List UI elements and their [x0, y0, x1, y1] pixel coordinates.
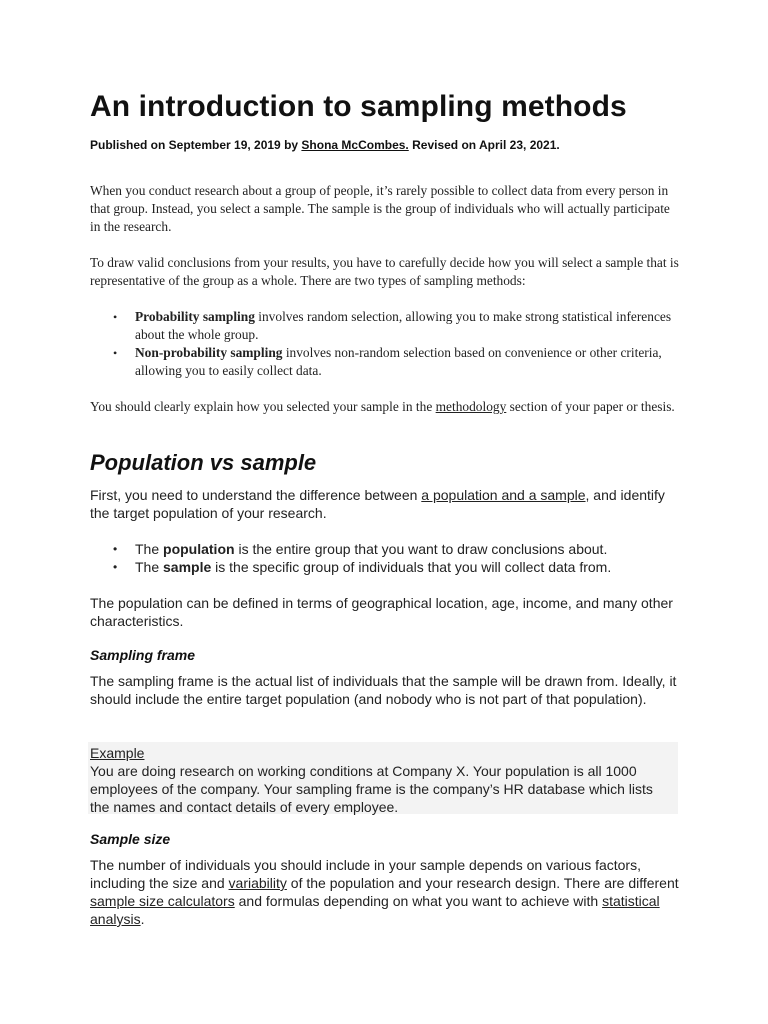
statistical-analysis-link[interactable]: statistical analysis: [90, 893, 660, 927]
sample-size-calculators-link[interactable]: sample size calculators: [90, 893, 235, 909]
sample-size-text-4: .: [140, 911, 145, 927]
list-item: [90, 540, 680, 558]
sampling-frame-paragraph: The sampling frame is the actual list of individuals that the sample will be drawn from. Ideally, it should include the entire target population (and nobody who is not part of that population).: [90, 673, 677, 707]
sampling-methods-list: [90, 308, 680, 380]
sample-term: sample: [163, 559, 212, 575]
list-item: [90, 558, 680, 576]
bullet-icon: •: [113, 346, 118, 360]
bullet-text-before: The: [135, 559, 164, 575]
example-text: You are doing research on working conditions at Company X. Your population is all 1000 employees of the company. Your sampling frame is the company’s HR database which lists the names and contact details of every employee.: [90, 763, 653, 815]
section-heading-population: Population vs sample: [90, 450, 317, 475]
methodology-paragraph: [90, 398, 680, 416]
bullet-icon: •: [113, 560, 118, 574]
intro-paragraph: When you conduct research about a group of people, it’s rarely possible to collect data from every person in that group. Instead, you select a sample. The sample is the group of individuals who will actually participate in the research.: [90, 183, 670, 234]
bullet-icon: •: [113, 310, 118, 324]
conclusions-paragraph: To draw valid conclusions from your results, you have to carefully decide how you will select a sample that is representative of the group as a whole. There are two types of sampling methods:: [90, 255, 679, 288]
list-item: [90, 308, 680, 344]
population-intro-before: First, you need to understand the difference between: [90, 487, 422, 503]
sample-size-text-2: of the population and your research design. There are different: [286, 875, 679, 891]
page-title: An introduction to sampling methods: [90, 90, 627, 123]
byline-revised: Revised on April 23, 2021.: [408, 138, 560, 152]
method-term: Non-probability sampling: [135, 345, 283, 360]
population-intro-paragraph: [90, 486, 680, 522]
subheading-sample-size: Sample size: [90, 831, 171, 847]
methodology-text-before: You should clearly explain how you selected your sample in the: [90, 399, 436, 414]
subheading-sampling-frame: Sampling frame: [90, 647, 196, 663]
methodology-link[interactable]: methodology: [435, 399, 507, 414]
example-box: [88, 742, 678, 814]
variability-link[interactable]: variability: [228, 875, 287, 891]
author-link[interactable]: Shona McCombes.: [301, 138, 409, 152]
byline-published: Published on September 19, 2019 by: [90, 138, 302, 152]
bullet-text-after: is the entire group that you want to draw conclusions about.: [234, 541, 608, 557]
population-intro-after: , and identify the target population of your research.: [90, 487, 665, 521]
example-label: Example: [90, 745, 145, 761]
sample-size-text-1: The number of individuals you should include in your sample depends on various factors, including the size and: [90, 857, 641, 891]
methodology-text-after: section of your paper or thesis.: [506, 399, 675, 414]
population-sample-list: [90, 540, 680, 576]
sample-size-paragraph: [90, 856, 680, 928]
method-description: involves non-random selection based on convenience or other criteria, allowing you to easily collect data.: [135, 345, 662, 378]
population-sample-link[interactable]: a population and a sample: [421, 487, 586, 503]
byline: [90, 138, 560, 152]
list-item: [90, 344, 680, 380]
bullet-icon: •: [113, 542, 118, 556]
method-term: Probability sampling: [135, 309, 255, 324]
bullet-text-before: The: [135, 541, 164, 557]
bullet-text-after: is the specific group of individuals that you will collect data from.: [211, 559, 612, 575]
method-description: involves random selection, allowing you to make strong statistical inferences about the whole group.: [135, 309, 672, 342]
sample-size-text-3: and formulas depending on what you want to achieve with: [234, 893, 603, 909]
population-term: population: [163, 541, 235, 557]
population-definition-paragraph: The population can be defined in terms of geographical location, age, income, and many other characteristics.: [90, 595, 673, 629]
